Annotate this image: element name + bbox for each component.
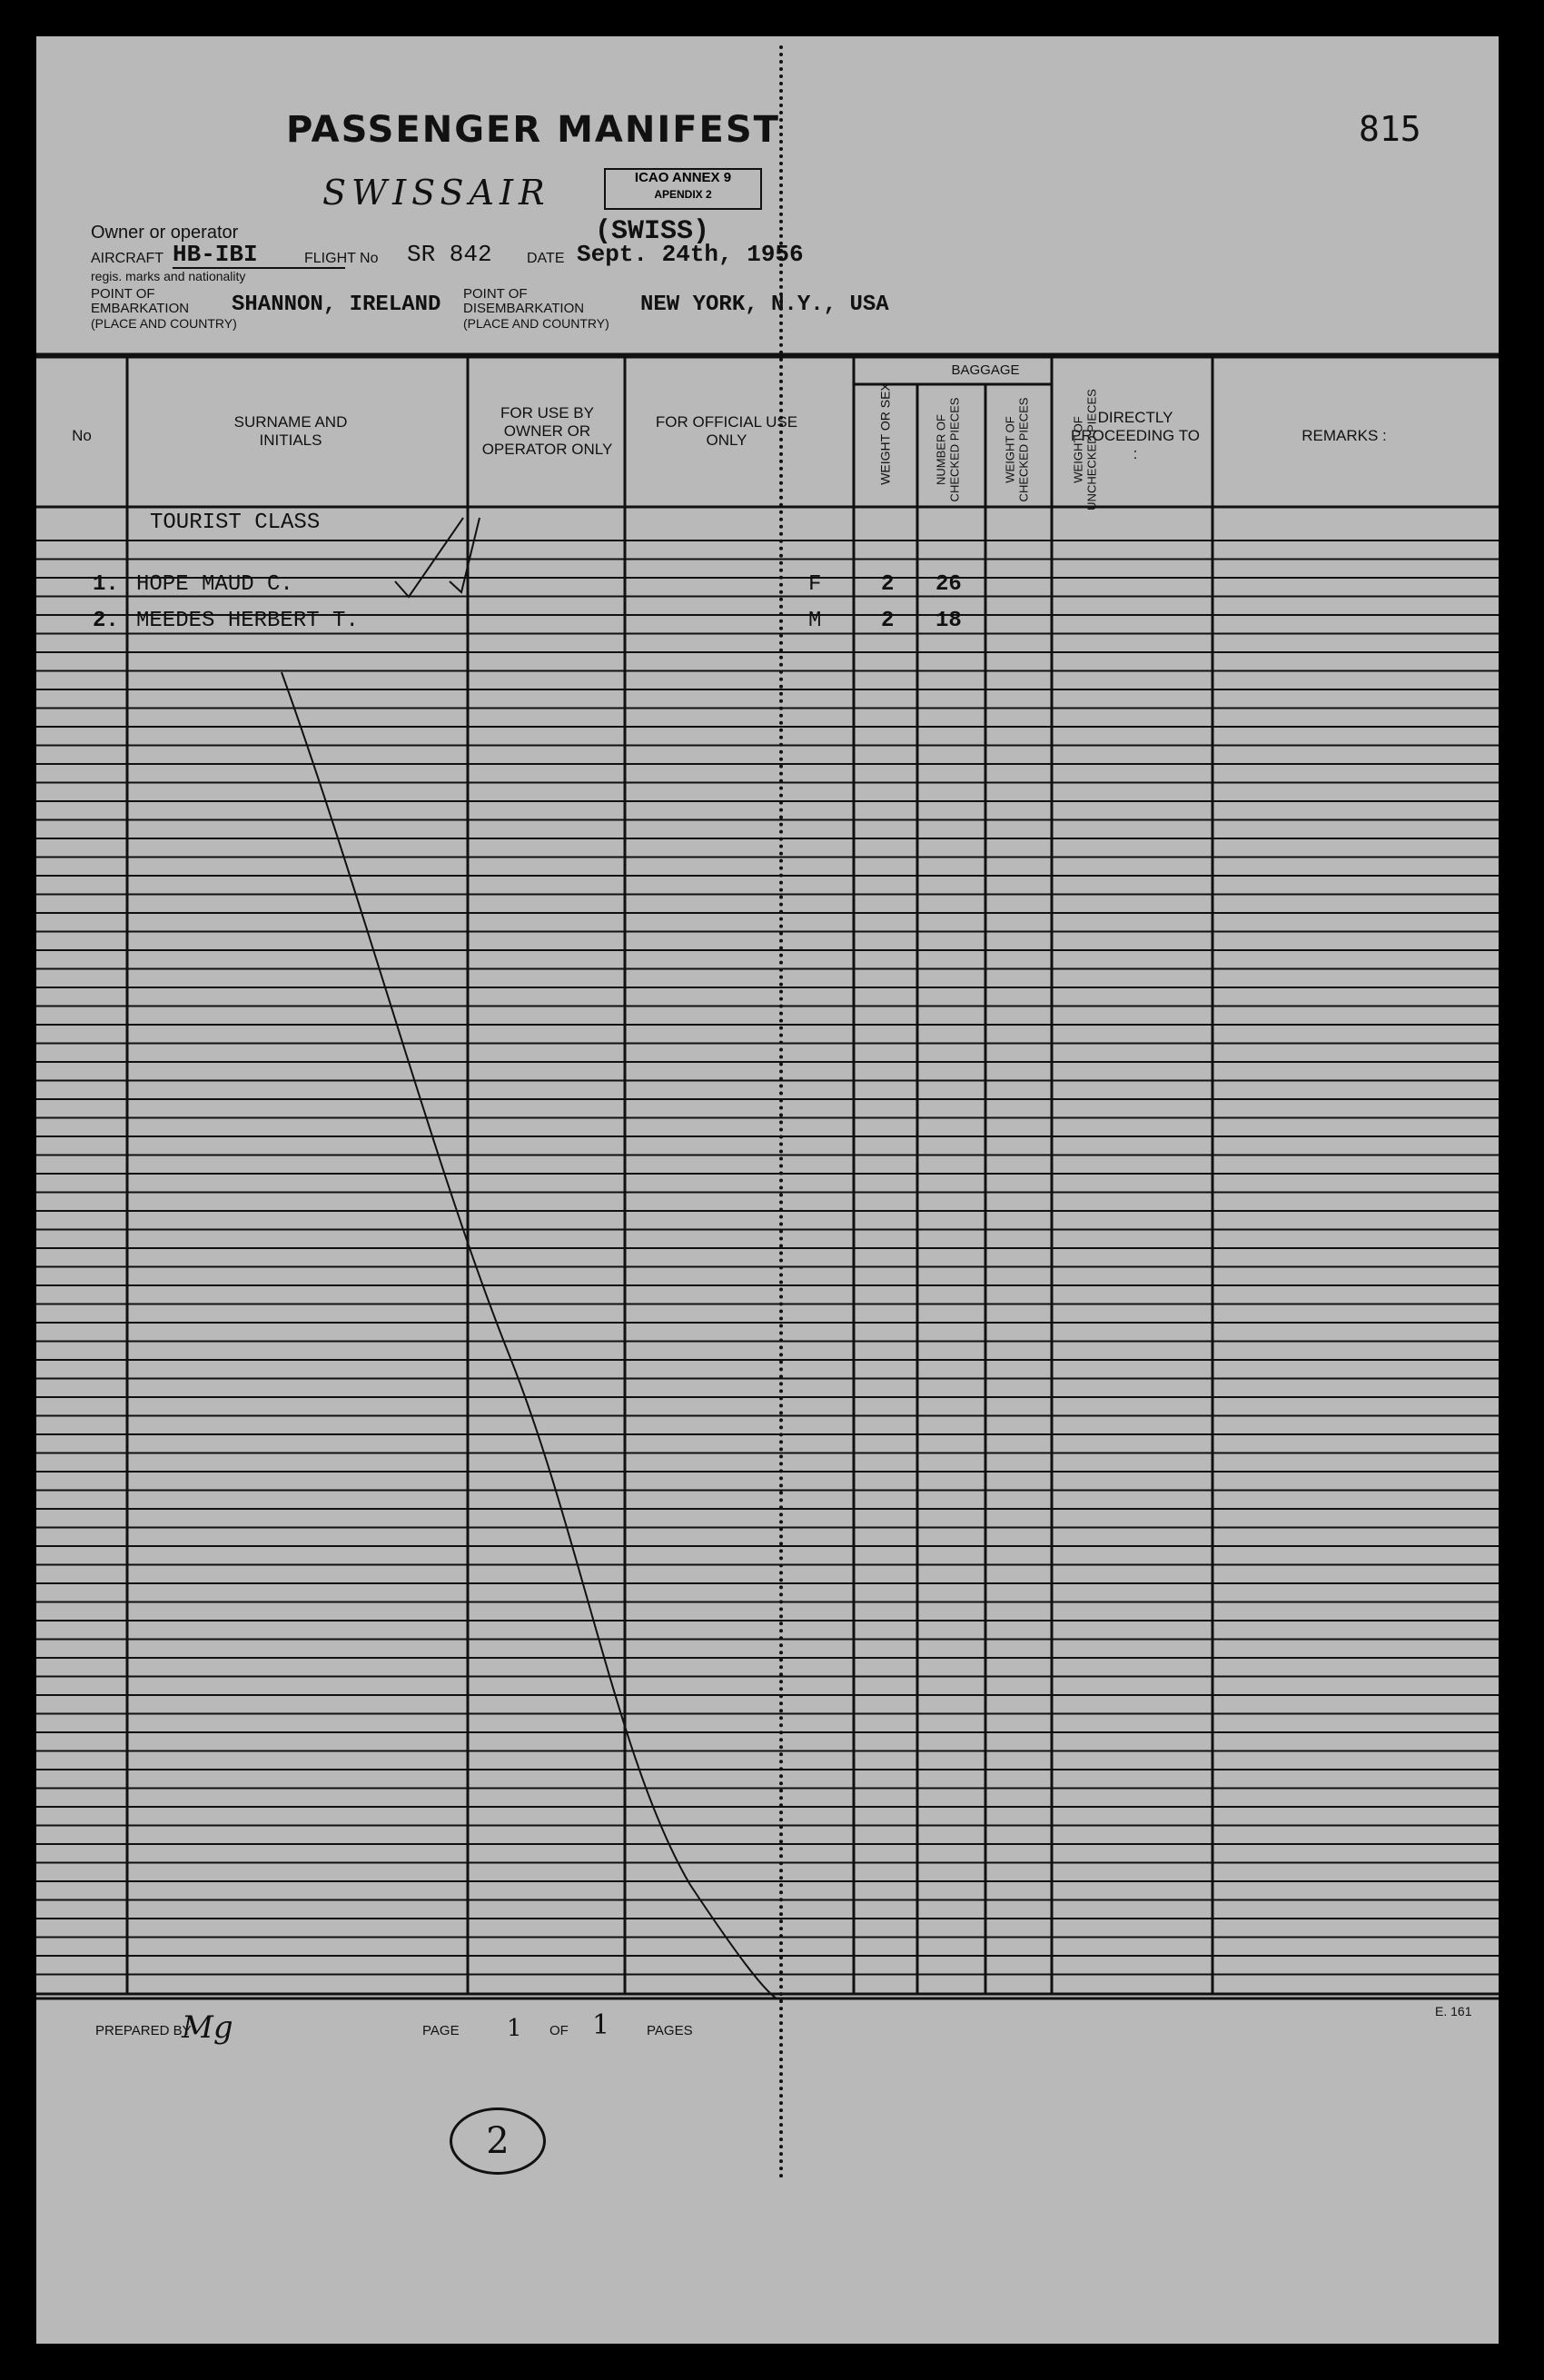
flight-value: SR 842 <box>407 241 492 268</box>
of-value: 1 <box>592 2009 610 2041</box>
row-number: 1. <box>93 572 119 597</box>
annex-line-1: ICAO ANNEX 9 <box>634 170 732 185</box>
col-weight-checked: WEIGHT OF CHECKED PIECES <box>1003 397 1031 502</box>
disembark-value: NEW YORK, N.Y., USA <box>640 293 889 317</box>
page-title: PASSENGER MANIFEST <box>286 109 780 151</box>
page-label: PAGE <box>422 2023 460 2038</box>
embark-value: SHANNON, IRELAND <box>232 293 441 317</box>
disembark-label-2: DISEMBARKATION <box>463 301 585 316</box>
page-value: 1 <box>507 2015 522 2042</box>
col-remarks: REMARKS : <box>1302 427 1387 444</box>
passenger-sex: F <box>808 572 822 597</box>
row-number: 2. <box>93 609 119 633</box>
owner-label: Owner or operator <box>91 223 239 243</box>
form-code: E. 161 <box>1435 2004 1472 2018</box>
pages-label: PAGES <box>647 2023 693 2038</box>
nationality-value: (SWISS) <box>595 216 710 247</box>
annex-line-2: APENDIX 2 <box>654 188 712 201</box>
circled-number <box>450 2107 546 2175</box>
col-weight-sex: WEIGHT OR SEX <box>877 382 893 485</box>
aircraft-label: AIRCRAFT <box>91 251 163 266</box>
flight-label: FLIGHT No <box>304 251 379 266</box>
prepared-by-signature: Mg <box>182 2009 233 2046</box>
col-baggage: BAGGAGE <box>951 362 1020 378</box>
checked-weight: 26 <box>935 572 962 597</box>
date-value: Sept. 24th, 1956 <box>577 241 804 268</box>
col-no: No <box>72 427 92 444</box>
section-label: TOURIST CLASS <box>150 511 321 535</box>
col-owner-use: FOR USE BY OWNER OR OPERATOR ONLY <box>481 404 613 458</box>
manifest-grid <box>36 36 1499 2344</box>
col-directly-proceeding: DIRECTLY PROCEEDING TO : <box>1070 409 1200 462</box>
place-country-1: (PLACE AND COUNTRY) <box>91 316 237 331</box>
operator-handwritten: SWISSAIR <box>322 173 550 213</box>
col-weight-unchecked: WEIGHT OF UNCHECKED PIECES <box>1071 389 1099 511</box>
place-country-2: (PLACE AND COUNTRY) <box>463 316 609 331</box>
passenger-sex: M <box>808 609 822 633</box>
passenger-name: HOPE MAUD C. <box>136 572 293 597</box>
manifest-sheet <box>36 36 1499 2344</box>
embark-label-2: EMBARKATION <box>91 301 190 316</box>
of-label: OF <box>549 2023 569 2038</box>
page-stamp-number: 815 <box>1359 109 1421 149</box>
embark-label-1: POINT OF <box>91 286 155 302</box>
disembark-label-1: POINT OF <box>463 286 528 302</box>
checked-weight: 18 <box>935 609 962 633</box>
checked-pieces: 2 <box>881 572 895 597</box>
date-label: DATE <box>527 251 565 266</box>
prepared-by-label: PREPARED BY <box>95 2023 192 2038</box>
regis-label: regis. marks and nationality <box>91 269 246 283</box>
aircraft-value: HB-IBI <box>173 241 258 268</box>
circled-number-value: 2 <box>486 2120 510 2162</box>
col-num-checked: NUMBER OF CHECKED PIECES <box>934 397 962 502</box>
col-surname: SURNAME AND INITIALS <box>233 413 348 449</box>
passenger-name: MEEDES HERBERT T. <box>136 609 359 633</box>
col-official-use: FOR OFFICIAL USE ONLY <box>655 413 798 449</box>
checked-pieces: 2 <box>881 609 895 633</box>
